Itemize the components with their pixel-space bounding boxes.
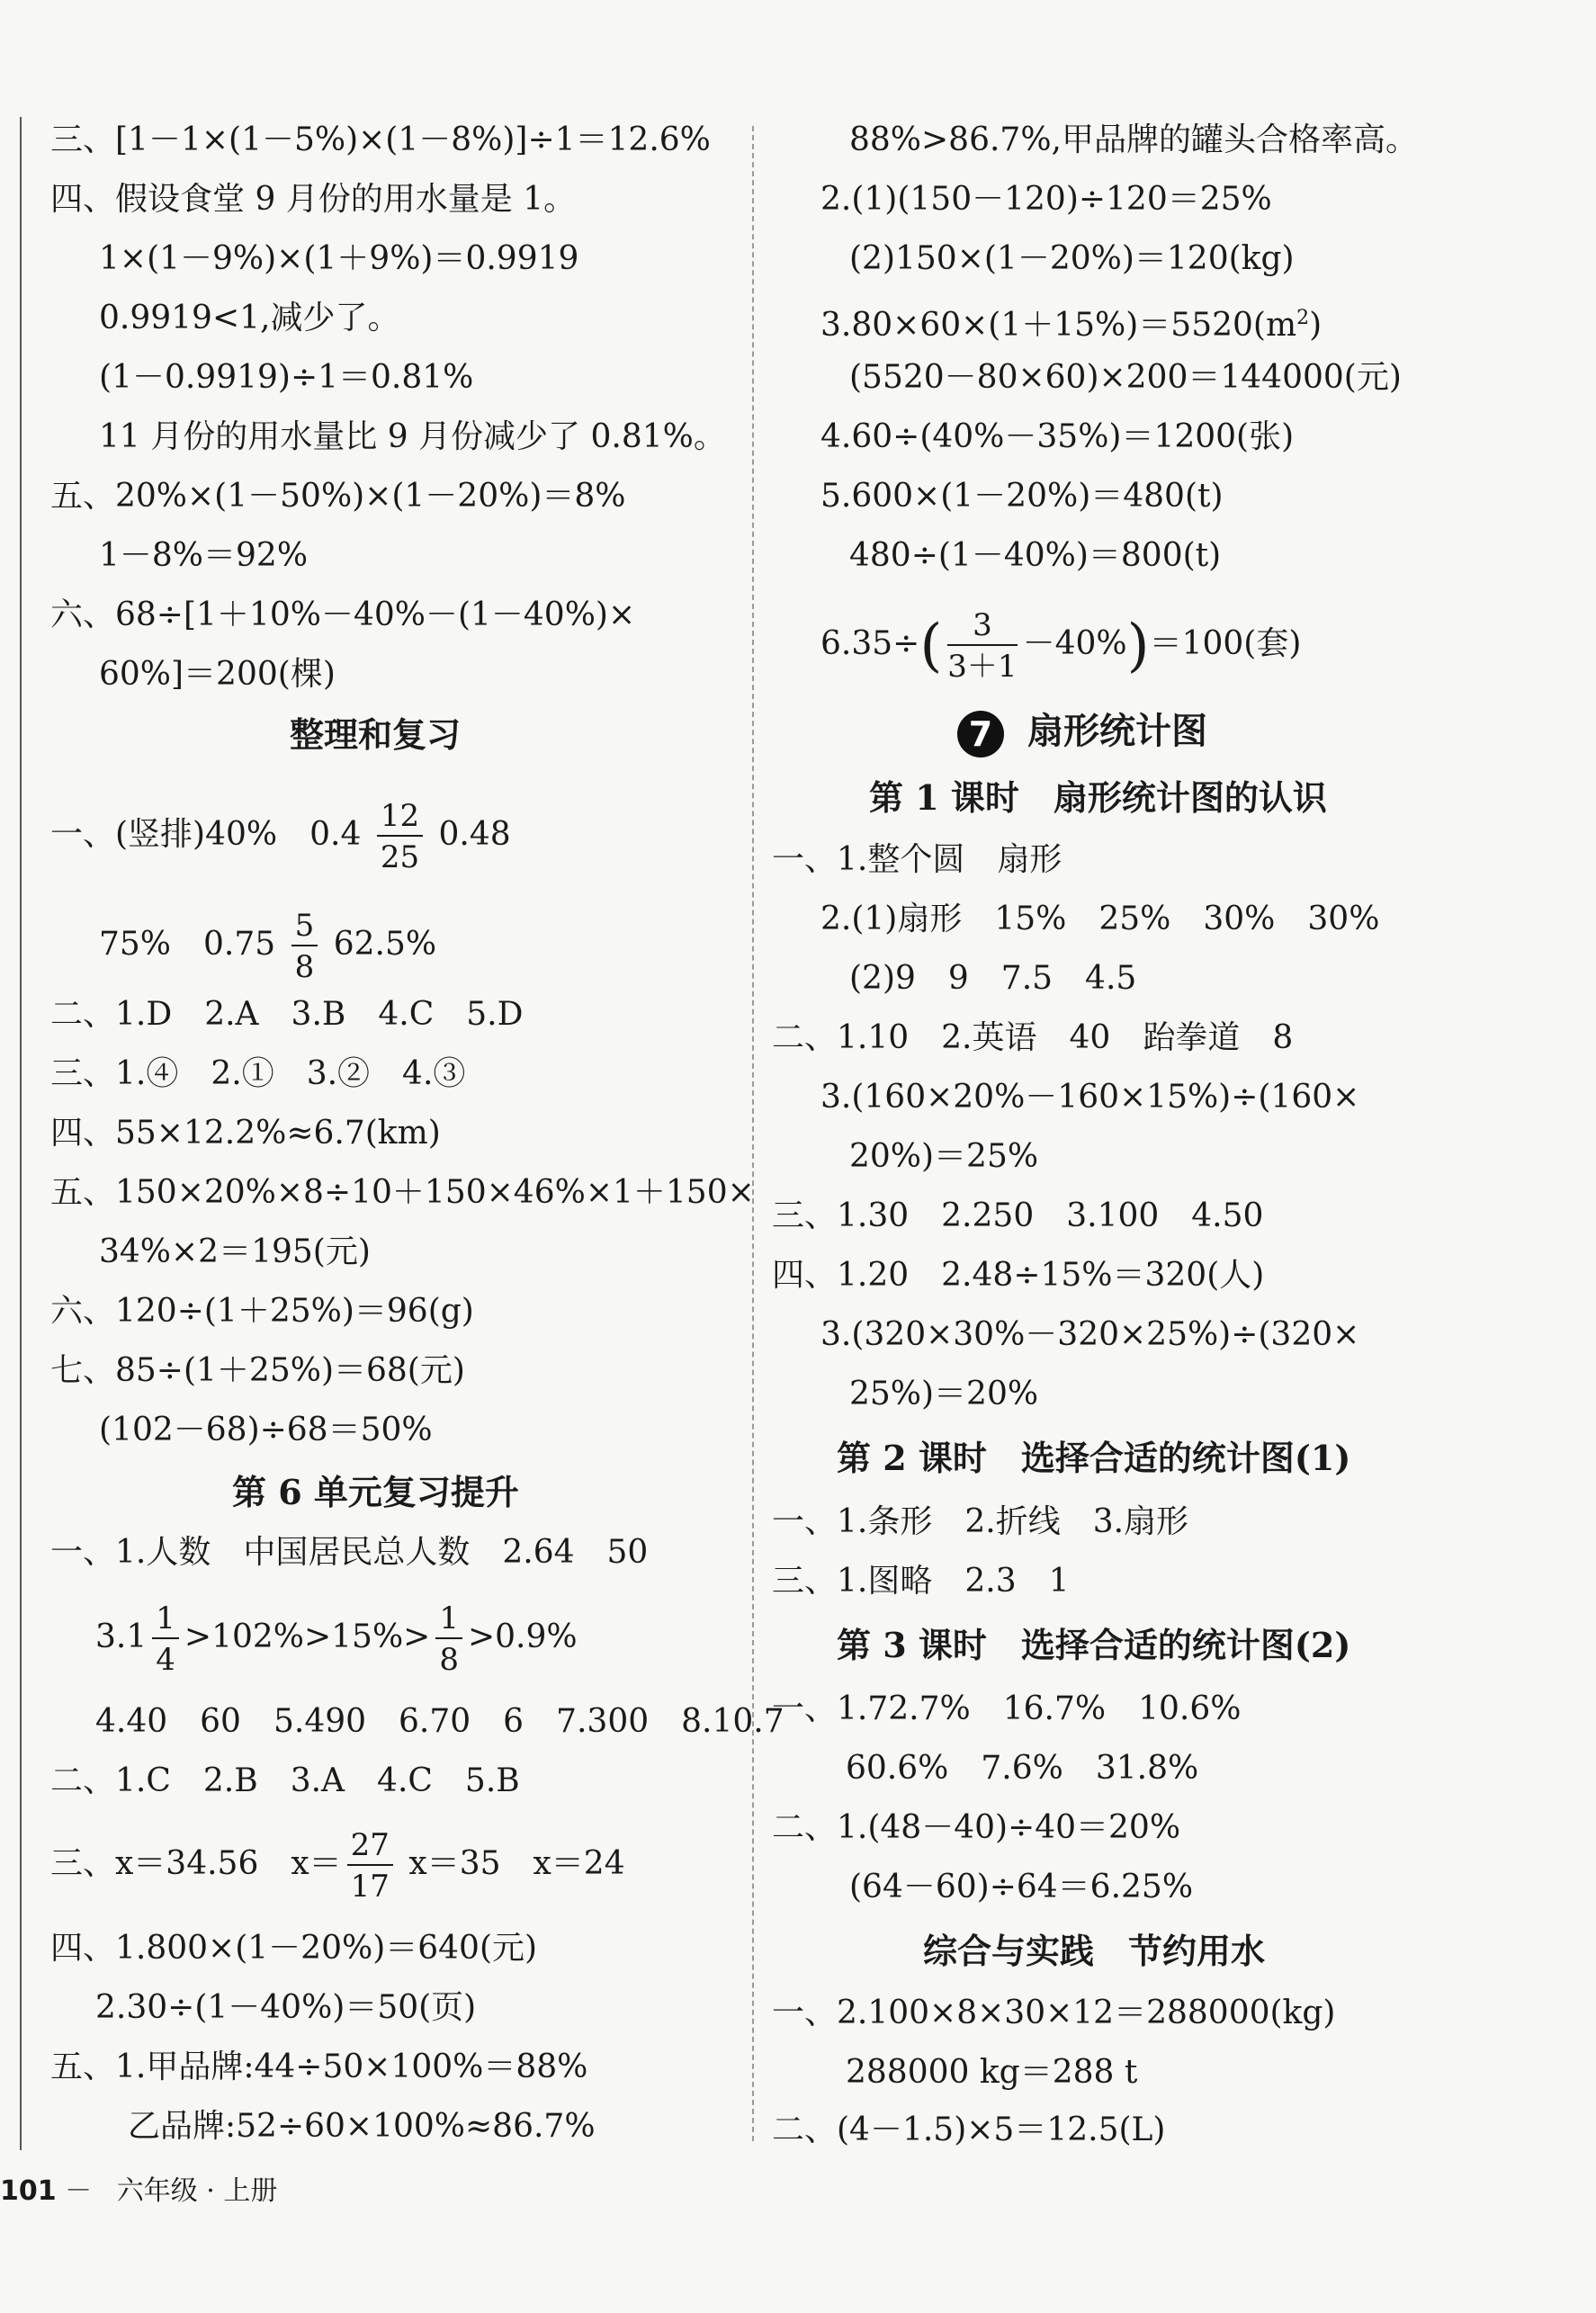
answer-line: 3.(320×30%－320×25%)÷(320× — [820, 1316, 1360, 1353]
answer-line: 5.600×(1－20%)＝480(t) — [820, 478, 1224, 515]
fraction: $\frac{5}{8}$ — [291, 910, 318, 982]
answer-line: 二、1.C 2.B 3.A 4.C 5.B — [50, 1762, 520, 1799]
answer-line: (2)150×(1－20%)＝120(kg) — [849, 240, 1295, 277]
footer-dash: － — [65, 2175, 93, 2207]
chapter-number-badge: 7 — [957, 711, 1004, 758]
grade-label: 六年级 · 上册 — [116, 2175, 278, 2207]
answer-line: 0.9919<1,减少了。 — [99, 300, 400, 336]
answer-line: 4.40 60 5.490 6.70 6 7.300 8.10.7 — [95, 1703, 785, 1740]
answer-line: (5520－80×60)×200＝144000(元) — [849, 359, 1402, 396]
answer-line: 乙品牌:52÷60×100%≈86.7% — [128, 2108, 596, 2145]
answer-line: 五、20%×(1－50%)×(1－20%)＝8% — [50, 478, 626, 515]
answer-line: 六、68÷[1＋10%－40%－(1－40%)× — [50, 596, 636, 633]
page-number: 101 — [0, 2175, 57, 2207]
answer-line: 60.6% 7.6% 31.8% — [846, 1750, 1199, 1787]
answer-line: (102－68)÷68＝50% — [99, 1412, 433, 1448]
answer-line: 五、150×20%×8÷10＋150×46%×1＋150× — [50, 1174, 755, 1211]
answer-line: 四、假设食堂 9 月份的用水量是 1。 — [50, 181, 577, 218]
lesson-heading: 综合与实践 节约用水 — [923, 1931, 1266, 1971]
answer-line: 一、1.条形 2.折线 3.扇形 — [772, 1503, 1189, 1540]
answer-line: 四、1.20 2.48÷15%＝320(人) — [772, 1257, 1265, 1294]
answer-line: 一、(竖排)40% 0.4 $\frac{12}{25}$ 0.48 — [50, 798, 511, 875]
answer-line: 七、85÷(1＋25%)＝68(元) — [50, 1352, 465, 1389]
section-heading: 第 6 单元复习提升 — [232, 1472, 519, 1512]
answer-line: 二、(4－1.5)×5＝12.5(L) — [772, 2111, 1166, 2148]
answer-line: 三、x＝34.56 x＝ $\frac{27}{17}$ x＝35 x＝24 — [50, 1827, 625, 1905]
answer-line: 1－8%＝92% — [99, 537, 309, 574]
answer-line: (2)9 9 7.5 4.5 — [849, 960, 1137, 997]
answer-line: 一、2.100×8×30×12＝288000(kg) — [772, 1995, 1336, 2031]
lesson-heading: 第 2 课时 选择合适的统计图(1) — [837, 1438, 1351, 1478]
answer-line: 四、1.800×(1－20%)＝640(元) — [50, 1930, 538, 1967]
answer-line: 288000 kg＝288 t — [846, 2054, 1138, 2091]
section-heading: 整理和复习 — [290, 714, 462, 755]
fraction: $\frac{12}{25}$ — [377, 801, 423, 873]
chapter-heading: 7 扇形统计图 — [957, 709, 1207, 758]
answer-line: 二、1.D 2.A 3.B 4.C 5.D — [50, 996, 524, 1033]
fraction: $\frac{3}{3+1}$ — [947, 607, 1018, 685]
answer-line: 2.(1)扇形 15% 25% 30% 30% — [820, 901, 1380, 937]
answer-line: 34%×2＝195(元) — [99, 1233, 371, 1270]
answer-line: 三、1.图略 2.3 1 — [772, 1563, 1070, 1600]
fraction: $\frac{27}{17}$ — [347, 1830, 393, 1902]
page-footer — [0, 2168, 277, 2208]
lesson-heading: 第 3 课时 选择合适的统计图(2) — [837, 1625, 1351, 1665]
answer-line: 四、55×12.2%≈6.7(km) — [50, 1115, 441, 1152]
answer-line: 60%]＝200(棵) — [99, 656, 336, 693]
answer-line: (64－60)÷64＝6.25% — [849, 1869, 1194, 1905]
answer-line: $3.80\times 60\times(1+15\%)=5520(m^2)$ — [820, 307, 1323, 344]
answer-line: 六、120÷(1＋25%)＝96(g) — [50, 1293, 474, 1330]
answer-line: 11 月份的用水量比 9 月份减少了 0.81%。 — [99, 418, 726, 455]
left-margin-rule — [20, 117, 22, 2150]
answer-line: 3.1 $\frac{1}{4}$ >102%>15%> $\frac{1}{8}$ >0.9% — [95, 1600, 578, 1678]
answer-line: 五、1.甲品牌:44÷50×100%＝88% — [50, 2049, 588, 2085]
answer-line: 88%>86.7%,甲品牌的罐头合格率高。 — [849, 121, 1418, 158]
answer-line: 一、1.72.7% 16.7% 10.6% — [772, 1690, 1242, 1727]
lesson-heading: 第 1 课时 扇形统计图的认识 — [869, 777, 1327, 818]
answer-line: 3.(160×20%－160×15%)÷(160× — [820, 1079, 1360, 1116]
answer-line: 2.(1)(150－120)÷120＝25% — [820, 181, 1272, 218]
answer-line: 2.30÷(1－40%)＝50(页) — [95, 1989, 477, 2026]
answer-line: 三、1.④ 2.① 3.② 4.③ — [50, 1055, 466, 1092]
column-divider — [752, 126, 754, 2141]
answer-line: 25%)＝20% — [849, 1376, 1039, 1412]
answer-line: 75% 0.75 $\frac{5}{8}$ 62.5% — [99, 908, 437, 985]
fraction: $\frac{1}{4}$ — [152, 1603, 179, 1675]
answer-line: 三、1.30 2.250 3.100 4.50 — [772, 1197, 1264, 1234]
answer-line: 二、1.10 2.英语 40 跆拳道 8 — [772, 1019, 1294, 1056]
fraction: $\frac{1}{8}$ — [435, 1603, 462, 1675]
answer-line: (1－0.9919)÷1＝0.81% — [99, 359, 474, 396]
answer-line: 三、[1－1×(1－5%)×(1－8%)]÷1＝12.6% — [50, 121, 711, 158]
answer-line: 二、1.(48－40)÷40＝20% — [772, 1809, 1181, 1846]
answer-line: 4.60÷(40%－35%)＝1200(张) — [820, 418, 1295, 455]
answer-line: 6.35÷( $\frac{3}{3+1}$ －40%)＝100(套) — [820, 607, 1302, 685]
answer-line: 一、1.人数 中国居民总人数 2.64 50 — [50, 1534, 649, 1571]
answer-line: 一、1.整个圆 扇形 — [772, 841, 1063, 878]
answer-line: 20%)＝25% — [849, 1138, 1039, 1175]
answer-line: 480÷(1－40%)＝800(t) — [849, 537, 1222, 574]
answer-line: 1×(1－9%)×(1＋9%)＝0.9919 — [99, 240, 579, 277]
